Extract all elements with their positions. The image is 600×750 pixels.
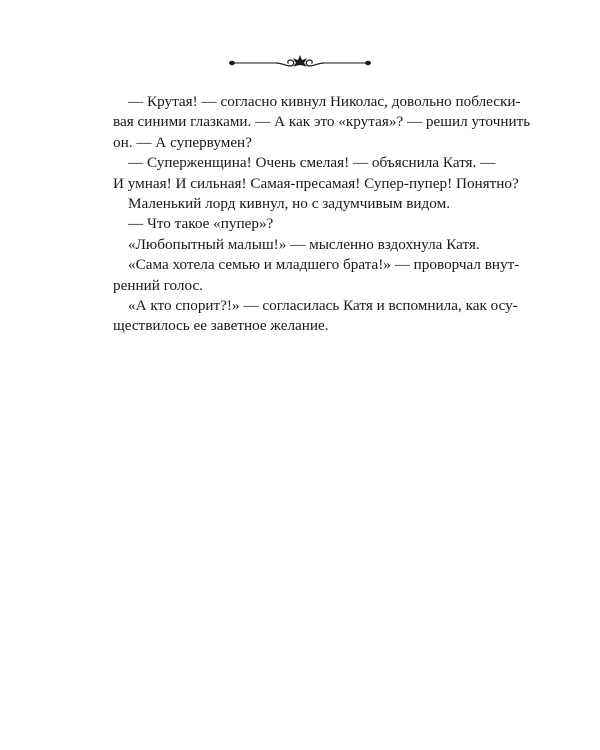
text-line: «Любопытный малыш!» — мысленно вздохнула Катя. — [128, 235, 480, 253]
text-line: — Крутая! — согласно кивнул Николас, довольно поблески- — [128, 93, 521, 110]
text-line: И умная! И сильная! Самая-пресамая! Супер-пупер! Понятно? — [113, 174, 519, 192]
text-line: ществилось ее заветное желание. — [113, 317, 329, 335]
text-line: «Сама хотела семью и младшего брата!» — проворчал внут- — [128, 256, 520, 274]
text-line: — Что такое «пупер»? — [128, 215, 274, 233]
text-line: он. — А супервумен? — [113, 133, 252, 151]
text-line: «А кто спорит?!» — согласилась Катя и вспомнила, как осу- — [128, 297, 518, 315]
body-text — [113, 92, 531, 337]
text-line: вая синими глазками. — А как это «крутая»? — решил уточнить — [113, 113, 531, 131]
decorative-divider-with-crown-icon — [228, 52, 372, 72]
text-line: Маленький лорд кивнул, но с задумчивым видом. — [128, 195, 450, 213]
text-line: ренний голос. — [113, 276, 203, 294]
text-line: — Суперженщина! Очень смелая! — объяснила Катя. — — [128, 154, 496, 172]
